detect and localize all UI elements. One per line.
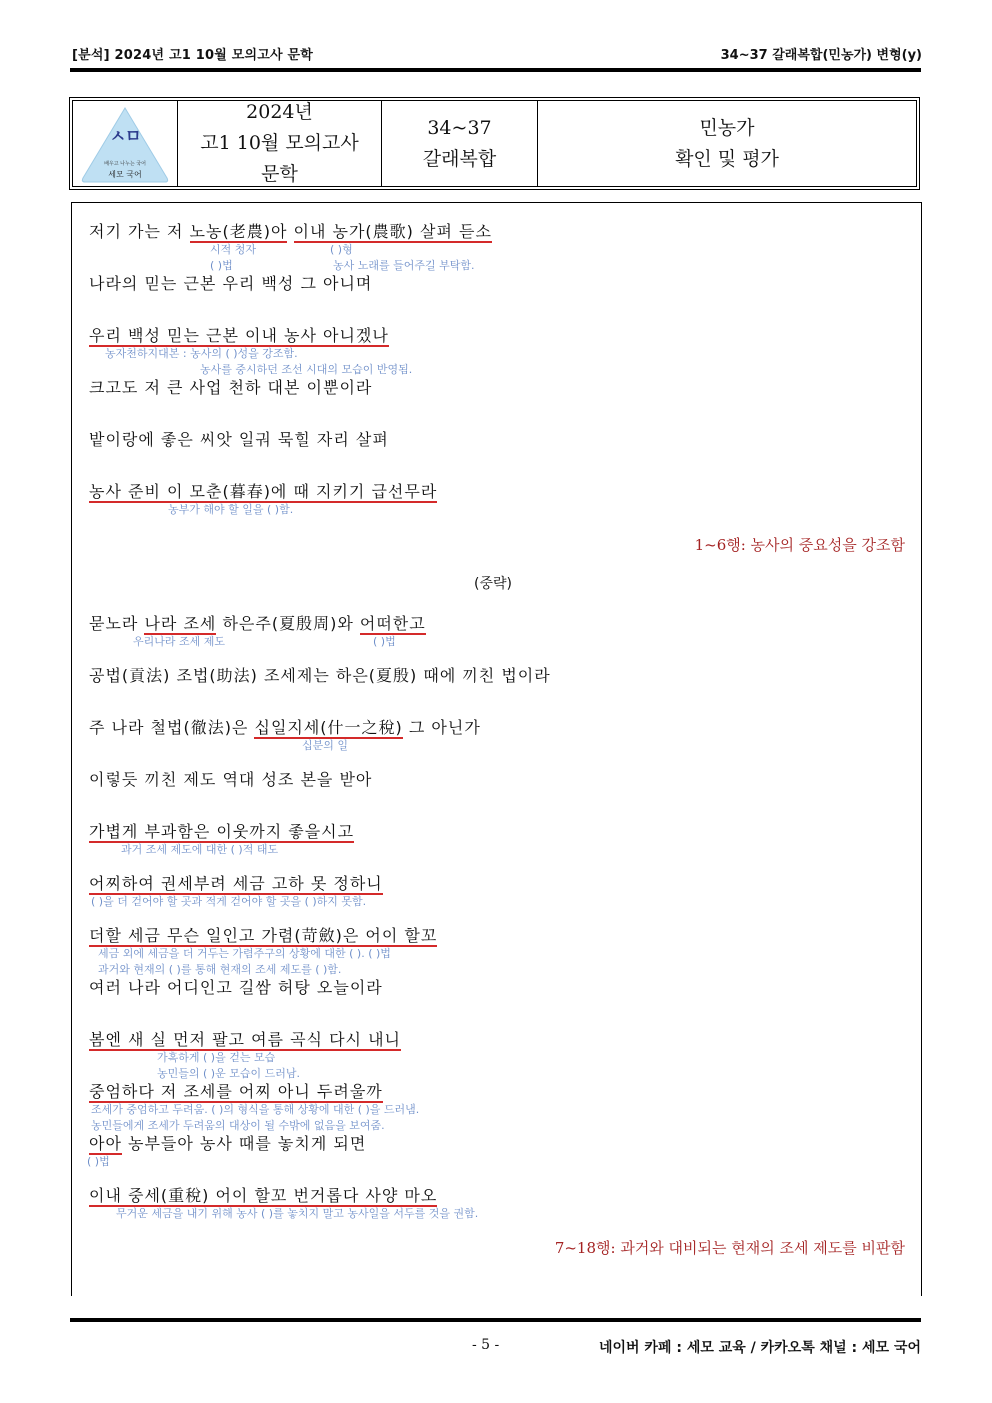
poem-line-6: 농사 준비 이 모춘(暮春)에 때 지키기 급선무라 [89, 482, 438, 501]
summary-lines-1-6: 1~6행: 농사의 중요성을 강조함 [694, 536, 905, 554]
header-right: 34~37 갈래복합(민농가) 변형(y) [720, 48, 922, 63]
annotation: ( )법 [210, 259, 233, 272]
annotation: 세금 외에 세금을 더 거두는 가렴주구의 상황에 대한 ( ). ( )법 [98, 947, 391, 960]
exam-name: 고1 10월 모의고사 [200, 132, 359, 154]
topic-subtitle: 확인 및 평가 [675, 147, 779, 170]
poem-line-16: 중엄하다 저 조세를 어찌 아니 두려울까 [89, 1082, 383, 1101]
poem-line-11: 가볍게 부과함은 이웃까지 좋을시고 [89, 822, 355, 841]
summary-lines-7-18: 7~18행: 과거와 대비되는 현재의 조세 제도를 비판함 [554, 1239, 905, 1257]
poem-line-7: 묻노라 나라 조세 하은주(夏殷周)와 어떠한고 [89, 614, 426, 633]
footer-info: 네이버 카페 : 세모 교육 / 카카오톡 채널 : 세모 국어 [598, 1340, 921, 1356]
annotation: ( )형 [330, 243, 353, 256]
question-range: 34~37 [427, 116, 492, 139]
annotation: 농민들에게 조세가 두려움의 대상이 될 수밖에 없음을 보여줌. [91, 1119, 385, 1132]
poem-line-9: 주 나라 철법(徹法)은 십일지세(什一之稅) 그 아닌가 [89, 718, 481, 737]
annotation: 농부가 해야 할 일을 ( )함. [168, 503, 294, 516]
header-left: [분석] 2024년 고1 10월 모의고사 문학 [72, 48, 313, 63]
annotation: 과거와 현재의 ( )를 통해 현재의 조세 제도를 ( )함. [98, 963, 342, 976]
annotation: 농민들의 ( )운 모습이 드러남. [157, 1067, 300, 1080]
exam-subject: 문학 [261, 163, 298, 185]
poem-line-1: 저기 가는 저 노농(老農)아 이내 농가(農歌) 살펴 듣소 [89, 222, 492, 241]
title-table [69, 97, 920, 190]
page-number: - 5 - [472, 1337, 500, 1353]
header-rule [70, 68, 921, 72]
annotation: 농사를 중시하던 조선 시대의 모습이 반영됨. [200, 363, 413, 376]
logo-cell [73, 101, 178, 186]
question-type: 갈래복합 [422, 147, 497, 170]
poem-line-14: 여러 나라 어디인고 길쌈 허탕 오늘이라 [89, 978, 383, 997]
logo-mark: ㅅㅁ [109, 126, 141, 147]
annotation: 가혹하게 ( )을 걷는 모습 [157, 1051, 276, 1064]
annotation: 농자천하지대본 : 농사의 ( )성을 강조함. [105, 347, 298, 360]
poem-line-17: 아아 농부들아 농사 때를 놓치게 되면 [89, 1134, 367, 1153]
poem-line-10: 이렇듯 끼친 제도 역대 성조 본을 받아 [89, 770, 373, 789]
poem-line-5: 밭이랑에 좋은 씨앗 일궈 묵힐 자리 살펴 [89, 430, 389, 449]
semo-logo [79, 104, 171, 184]
annotation: 조세가 중엄하고 두려움. ( )의 형식을 통해 상황에 대한 ( )을 드러냄. [91, 1103, 420, 1116]
poem-line-2: 나라의 믿는 근본 우리 백성 그 아니며 [89, 274, 373, 293]
omission-mark: (중략) [474, 576, 512, 592]
poem-line-15: 봄엔 새 실 먼저 팔고 여름 곡식 다시 내니 [89, 1030, 401, 1049]
logo-name: 세모 국어 [108, 169, 142, 179]
topic-title: 민농가 [699, 116, 755, 139]
annotation: 무거운 세금을 내기 위해 농사 ( )를 놓치지 말고 농사일을 서두를 것을 권함. [116, 1207, 479, 1220]
annotation: ( )법 [87, 1155, 110, 1168]
annotation: 시적 청자 [210, 243, 257, 256]
annotation: 우리나라 조세 제도 [133, 635, 226, 648]
poem-line-13: 더할 세금 무슨 일인고 가렴(苛斂)은 어이 할꼬 [89, 926, 438, 945]
footer-rule [70, 1318, 921, 1322]
poem-line-18: 이내 중세(重稅) 어이 할꼬 번거롭다 사양 마오 [89, 1186, 438, 1205]
poem-line-3: 우리 백성 믿는 근본 이내 농사 아니겠나 [89, 326, 389, 345]
logo-slogan: 배우고 나누는 국어 [104, 160, 146, 167]
annotation: ( )을 더 걷어야 할 곳과 적게 걷어야 할 곳을 ( )하지 못함. [91, 895, 367, 908]
poem-line-12: 어찌하여 권세부려 세금 고하 못 정하니 [89, 874, 383, 893]
topic-cell [538, 101, 916, 186]
annotation: 과거 조세 제도에 대한 ( )적 태도 [121, 843, 279, 856]
exam-year: 2024년 [246, 101, 313, 123]
number-cell [382, 101, 538, 186]
exam-cell [178, 101, 382, 186]
annotation: ( )법 [373, 635, 396, 648]
annotation: 십분의 일 [302, 739, 349, 752]
poem-line-8: 공법(貢法) 조법(助法) 조세제는 하은(夏殷) 때에 끼친 법이라 [89, 666, 551, 685]
annotation: 농사 노래를 들어주길 부탁함. [333, 259, 475, 272]
poem-line-4: 크고도 저 큰 사업 천하 대본 이뿐이라 [89, 378, 373, 397]
